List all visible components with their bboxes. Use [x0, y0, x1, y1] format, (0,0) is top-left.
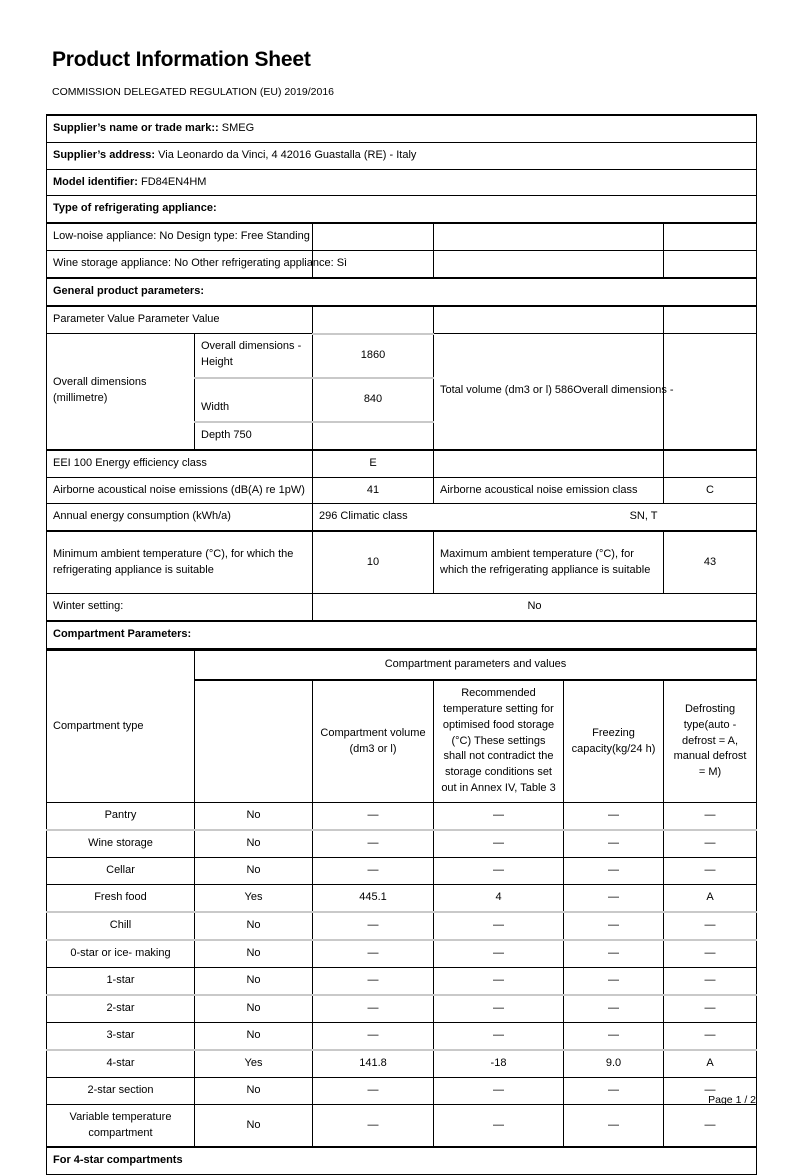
winter-setting-row: [47, 593, 757, 620]
table-row: [47, 967, 757, 994]
cell-freezing: —: [564, 1022, 664, 1049]
parameter-value-header-row: [47, 306, 757, 333]
cell-temperature: —: [434, 858, 564, 885]
supplier-name-row: [47, 115, 757, 142]
cell-present: No: [195, 912, 313, 940]
cell-freezing: —: [564, 940, 664, 967]
cell-compartment-type: Variable temperature compartment: [47, 1104, 195, 1147]
model-identifier-label: Model identifier:: [53, 175, 138, 188]
climatic-class-value: SN, T: [629, 510, 658, 523]
supplier-name-label: Supplier’s name or trade mark::: [53, 121, 219, 134]
noise-label-text: Airborne acoustical noise emissions (dB(A) re 1pW): [53, 483, 305, 496]
parameter-value-header: Parameter Value Parameter Value: [47, 306, 313, 333]
low-noise-text: Low-noise appliance: No Design type: Free Standing: [53, 230, 310, 243]
low-noise-row: [47, 223, 757, 250]
cell-temperature: —: [434, 1022, 564, 1049]
depth-value: [313, 422, 434, 450]
cell-volume: —: [313, 1104, 434, 1147]
cell-defrosting: A: [664, 885, 757, 912]
annual-energy-row: [47, 504, 757, 531]
cell-temperature: —: [434, 1077, 564, 1104]
min-ambient-label: Minimum ambient temperature (°C), for which the refrigerating appliance is suitable: [47, 531, 313, 593]
general-parameters-heading: General product parameters:: [47, 278, 757, 306]
cell-present: Yes: [195, 1050, 313, 1077]
model-identifier-value: FD84EN4HM: [141, 175, 207, 188]
col-freezing-header: Freezing capacity(kg/24 h): [564, 680, 664, 803]
low-noise-blank-3: [664, 223, 757, 250]
title-cell: [46, 40, 756, 114]
total-volume-text: Total volume (dm3 or l) 586Overall dimensions -: [440, 384, 674, 397]
ambient-temperature-row: [47, 531, 757, 593]
wine-storage-blank-3: [664, 251, 757, 278]
cell-compartment-type: Chill: [47, 912, 195, 940]
annual-energy-blank: [664, 504, 757, 531]
compartment-group-header-row: [47, 650, 757, 679]
table-row: [47, 912, 757, 940]
cell-volume: —: [313, 1022, 434, 1049]
table-row: [47, 1022, 757, 1049]
cell-compartment-type: 1-star: [47, 967, 195, 994]
col-defrosting-header: Defrosting type(auto - defrost = A, manual defrost = M): [664, 680, 757, 803]
cell-compartment-type: Cellar: [47, 858, 195, 885]
supplier-address-label: Supplier’s address:: [53, 148, 156, 161]
wine-storage-type-row: [47, 251, 757, 278]
cell-present: No: [195, 1022, 313, 1049]
winter-setting-value: No: [313, 593, 757, 620]
cell-present: No: [195, 940, 313, 967]
cell-present: No: [195, 830, 313, 857]
cell-volume: 445.1: [313, 885, 434, 912]
main-info-table: [46, 114, 757, 650]
supplier-name-value: SMEG: [221, 121, 255, 134]
winter-setting-label: Winter setting:: [47, 593, 313, 620]
cell-temperature: —: [434, 1104, 564, 1147]
four-star-footer-row: [47, 1147, 757, 1174]
col-temperature-header: Recommended temperature setting for optimised food storage (°C) These settings shall not contradict the storage conditions set out in Annex IV, Table 3: [434, 680, 564, 803]
cell-compartment-type: 2-star section: [47, 1077, 195, 1104]
table-row: [47, 1050, 757, 1077]
eei-label: EEI 100 Energy efficiency class: [47, 450, 313, 477]
wine-storage-blank-2: [434, 251, 664, 278]
annual-energy-label: Annual energy consumption (kWh/a): [47, 504, 313, 531]
cell-freezing: —: [564, 967, 664, 994]
annual-energy-number: 296 Climatic class: [319, 510, 408, 523]
model-identifier-cell: [47, 169, 757, 196]
cell-compartment-type: 4-star: [47, 1050, 195, 1077]
cell-freezing: —: [564, 830, 664, 857]
cell-freezing: —: [564, 912, 664, 940]
cell-present: No: [195, 803, 313, 830]
overall-dimensions-blank: [664, 334, 757, 450]
cell-volume: —: [313, 803, 434, 830]
cell-present: No: [195, 1104, 313, 1147]
cell-volume: —: [313, 940, 434, 967]
cell-compartment-type: Pantry: [47, 803, 195, 830]
cell-defrosting: —: [664, 912, 757, 940]
wine-storage-type-cell: [47, 251, 348, 278]
cell-compartment-type: 2-star: [47, 995, 195, 1022]
cell-volume: —: [313, 1077, 434, 1104]
cell-freezing: —: [564, 1104, 664, 1147]
page-title: Product Information Sheet: [52, 48, 311, 71]
compartment-group-header: Compartment parameters and values: [195, 650, 757, 679]
overall-dimensions-label: Overall dimensions (millimetre): [47, 334, 195, 450]
parameter-header-blank-2: [434, 306, 664, 333]
general-parameters-heading-row: [47, 278, 757, 306]
cell-present: No: [195, 858, 313, 885]
cell-temperature: —: [434, 830, 564, 857]
parameter-header-blank-3: [664, 306, 757, 333]
annual-energy-value: [313, 504, 664, 531]
low-noise-blank-1: [313, 223, 434, 250]
cell-defrosting: —: [664, 803, 757, 830]
cell-freezing: 9.0: [564, 1050, 664, 1077]
cell-compartment-type: 3-star: [47, 1022, 195, 1049]
cell-present: No: [195, 1077, 313, 1104]
cell-defrosting: —: [664, 940, 757, 967]
cell-defrosting: —: [664, 967, 757, 994]
title-row: [46, 40, 756, 114]
low-noise-blank-2: [434, 223, 664, 250]
cell-defrosting: —: [664, 858, 757, 885]
page-footer: [0, 1094, 802, 1106]
cell-temperature: —: [434, 995, 564, 1022]
noise-class-label: Airborne acoustical noise emission class: [434, 477, 664, 504]
noise-class-value: C: [664, 477, 757, 504]
parameter-header-blank-1: [313, 306, 434, 333]
max-ambient-value: 43: [664, 531, 757, 593]
table-row: [47, 995, 757, 1022]
col-compartment-type: Compartment type: [47, 650, 195, 803]
cell-volume: —: [313, 858, 434, 885]
noise-emissions-row: [47, 477, 757, 504]
max-ambient-label: Maximum ambient temperature (°C), for which the refrigerating appliance is suitable: [434, 531, 664, 593]
cell-temperature: —: [434, 803, 564, 830]
cell-present: Yes: [195, 885, 313, 912]
cell-defrosting: —: [664, 1077, 757, 1104]
total-volume-cell: [434, 334, 674, 450]
width-label: Width: [195, 378, 313, 422]
document-page: [46, 40, 756, 1175]
cell-compartment-type: 0-star or ice- making: [47, 940, 195, 967]
supplier-address-cell: [47, 142, 757, 169]
table-row: [47, 1104, 757, 1147]
cell-temperature: —: [434, 912, 564, 940]
regulation-subtitle: COMMISSION DELEGATED REGULATION (EU) 2019/2016: [52, 86, 335, 99]
cell-defrosting: A: [664, 1050, 757, 1077]
table-row: [47, 803, 757, 830]
compartment-parameters-heading-row: [47, 621, 757, 649]
supplier-address-value: Via Leonardo da Vinci, 4 42016 Guastalla (RE) - Italy: [158, 148, 417, 161]
compartment-parameters-heading: Compartment Parameters:: [47, 621, 757, 649]
cell-defrosting: —: [664, 830, 757, 857]
cell-temperature: —: [434, 967, 564, 994]
page-number: Page 1 / 2: [708, 1094, 756, 1106]
col-present-header: [195, 680, 313, 803]
min-ambient-value: 10: [313, 531, 434, 593]
wine-storage-type-text: Wine storage appliance: No Other refrigerating appliance: Sì: [53, 257, 348, 270]
four-star-footer-heading: For 4-star compartments: [47, 1147, 757, 1174]
cell-freezing: —: [564, 803, 664, 830]
cell-defrosting: —: [664, 1022, 757, 1049]
table-row: [47, 940, 757, 967]
depth-label: Depth 750: [195, 422, 313, 450]
supplier-name-cell: [47, 115, 757, 142]
cell-volume: —: [313, 830, 434, 857]
eei-blank-2: [664, 450, 757, 477]
title-table: [46, 40, 756, 114]
cell-temperature: —: [434, 940, 564, 967]
cell-present: No: [195, 967, 313, 994]
cell-volume: —: [313, 967, 434, 994]
noise-label: [47, 477, 313, 504]
height-label: Overall dimensions - Height: [195, 334, 313, 378]
eei-row: [47, 450, 757, 477]
model-identifier-row: [47, 169, 757, 196]
noise-value: 41: [313, 477, 434, 504]
cell-freezing: —: [564, 995, 664, 1022]
table-row: [47, 858, 757, 885]
cell-defrosting: —: [664, 995, 757, 1022]
cell-compartment-type: Wine storage: [47, 830, 195, 857]
cell-temperature: -18: [434, 1050, 564, 1077]
eei-blank-1: [434, 450, 664, 477]
table-row: [47, 885, 757, 912]
cell-freezing: —: [564, 858, 664, 885]
height-value: 1860: [313, 334, 434, 378]
cell-compartment-type: Fresh food: [47, 885, 195, 912]
table-row: [47, 830, 757, 857]
cell-temperature: 4: [434, 885, 564, 912]
cell-present: No: [195, 995, 313, 1022]
cell-volume: 141.8: [313, 1050, 434, 1077]
appliance-type-heading: Type of refrigerating appliance:: [47, 196, 757, 223]
appliance-type-heading-row: [47, 196, 757, 223]
cell-freezing: —: [564, 885, 664, 912]
cell-volume: —: [313, 912, 434, 940]
cell-defrosting: —: [664, 1104, 757, 1147]
cell-freezing: —: [564, 1077, 664, 1104]
low-noise-cell: [47, 223, 313, 250]
cell-volume: —: [313, 995, 434, 1022]
overall-dimensions-height-row: [47, 334, 757, 378]
eei-value: E: [313, 450, 434, 477]
col-volume-header: Compartment volume (dm3 or l): [313, 680, 434, 803]
width-value: 840: [313, 378, 434, 422]
supplier-address-row: [47, 142, 757, 169]
